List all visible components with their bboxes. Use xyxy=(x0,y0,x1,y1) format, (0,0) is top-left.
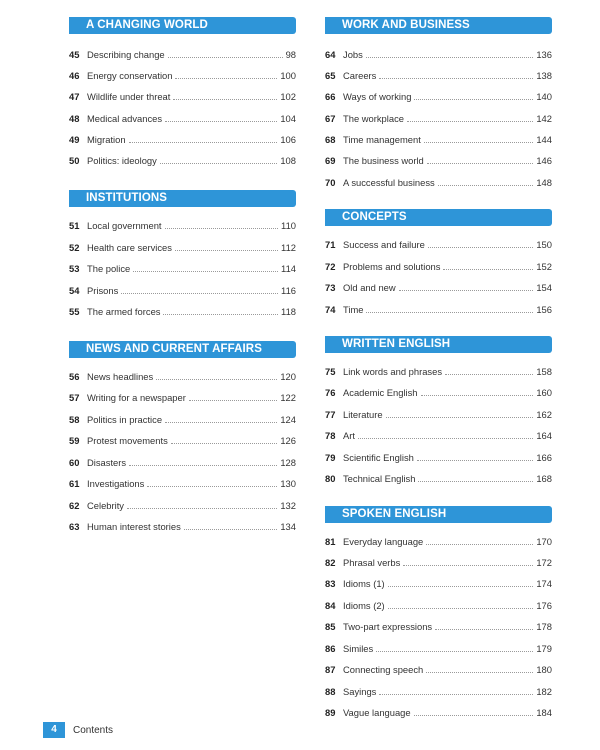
page-number: 164 xyxy=(536,430,552,441)
toc-entry[interactable] xyxy=(325,599,552,613)
unit-number: 72 xyxy=(325,261,336,272)
page-number: 182 xyxy=(536,686,552,697)
unit-number: 86 xyxy=(325,643,336,654)
dot-leader xyxy=(379,69,533,79)
unit-title: Protest movements xyxy=(87,435,168,446)
unit-title: The police xyxy=(87,263,131,274)
dot-leader xyxy=(168,48,283,58)
dot-leader xyxy=(428,238,534,248)
unit-number: 71 xyxy=(325,239,336,250)
section-header: CONCEPTS xyxy=(325,209,552,226)
unit-number: 51 xyxy=(69,220,80,231)
unit-title: Careers xyxy=(343,70,377,81)
dot-leader xyxy=(165,112,277,122)
unit-title: Celebrity xyxy=(87,500,124,511)
dot-leader xyxy=(407,112,533,122)
page-number: 138 xyxy=(536,70,552,81)
dot-leader xyxy=(163,305,278,315)
unit-number: 88 xyxy=(325,686,336,697)
toc-entry[interactable] xyxy=(69,520,296,534)
toc-entry[interactable] xyxy=(325,472,552,486)
unit-title: Vague language xyxy=(343,707,411,718)
unit-title: A successful business xyxy=(343,177,435,188)
dot-leader xyxy=(376,642,533,652)
dot-leader xyxy=(414,706,534,716)
unit-number: 65 xyxy=(325,70,336,81)
page-number: 114 xyxy=(281,263,296,274)
page-number: 134 xyxy=(280,521,296,532)
unit-number: 83 xyxy=(325,578,336,589)
unit-title: Technical English xyxy=(343,473,416,484)
page-number: 184 xyxy=(536,707,552,718)
unit-number: 45 xyxy=(69,49,80,60)
dot-leader xyxy=(366,48,534,58)
dot-leader xyxy=(175,241,278,251)
unit-title: Idioms (2) xyxy=(343,600,385,611)
unit-title: Phrasal verbs xyxy=(343,557,401,568)
toc-entry[interactable] xyxy=(325,238,552,252)
unit-title: Ways of working xyxy=(343,91,412,102)
toc-entry[interactable] xyxy=(325,429,552,443)
toc-entry[interactable] xyxy=(69,434,296,448)
dot-leader xyxy=(399,281,534,291)
toc-entry[interactable] xyxy=(325,176,552,190)
section-header: INSTITUTIONS xyxy=(69,190,296,207)
unit-title: Academic English xyxy=(343,387,418,398)
dot-leader xyxy=(165,413,277,423)
dot-leader xyxy=(189,391,278,401)
section-spoken-english xyxy=(325,506,552,523)
page-number: 118 xyxy=(281,306,296,317)
unit-number: 81 xyxy=(325,536,336,547)
page-number: 102 xyxy=(280,91,296,102)
toc-entry[interactable] xyxy=(69,219,296,233)
dot-leader xyxy=(358,429,533,439)
page-number: 168 xyxy=(536,473,552,484)
dot-leader xyxy=(366,303,533,313)
unit-title: The armed forces xyxy=(87,306,161,317)
page-number: 110 xyxy=(281,220,296,231)
unit-number: 85 xyxy=(325,621,336,632)
dot-leader xyxy=(388,599,534,609)
unit-title: Connecting speech xyxy=(343,664,424,675)
unit-number: 59 xyxy=(69,435,80,446)
unit-title: Time management xyxy=(343,134,421,145)
dot-leader xyxy=(127,499,277,509)
unit-title: Literature xyxy=(343,409,383,420)
unit-number: 77 xyxy=(325,409,336,420)
toc-entry[interactable] xyxy=(325,706,552,720)
unit-number: 58 xyxy=(69,414,80,425)
unit-number: 75 xyxy=(325,366,336,377)
page-number: 176 xyxy=(536,600,552,611)
page-number: 124 xyxy=(280,414,296,425)
dot-leader xyxy=(424,133,534,143)
page-number: 154 xyxy=(536,282,552,293)
unit-number: 64 xyxy=(325,49,336,60)
dot-leader xyxy=(379,685,533,695)
unit-title: Human interest stories xyxy=(87,521,181,532)
footer-page-number: 4 xyxy=(43,722,65,738)
dot-leader xyxy=(427,154,534,164)
toc-entry[interactable] xyxy=(69,48,296,62)
dot-leader xyxy=(171,434,278,444)
unit-title: Prisons xyxy=(87,285,119,296)
unit-number: 62 xyxy=(69,500,80,511)
toc-entry[interactable] xyxy=(69,241,296,255)
page-number: 136 xyxy=(536,49,552,60)
page-number: 116 xyxy=(281,285,296,296)
toc-entry[interactable] xyxy=(325,69,552,83)
unit-number: 50 xyxy=(69,155,80,166)
toc-entry[interactable] xyxy=(69,413,296,427)
dot-leader xyxy=(388,577,534,587)
section-header: SPOKEN ENGLISH xyxy=(325,506,552,523)
page-number: 172 xyxy=(536,557,552,568)
page-number: 112 xyxy=(281,242,296,253)
unit-title: Health care services xyxy=(87,242,172,253)
section-header: WORK AND BUSINESS xyxy=(325,17,552,34)
unit-title: Migration xyxy=(87,134,126,145)
unit-number: 46 xyxy=(69,70,80,81)
page-number: 146 xyxy=(536,155,552,166)
page-number: 100 xyxy=(280,70,296,81)
toc-entry[interactable] xyxy=(325,386,552,400)
toc-entry[interactable] xyxy=(325,112,552,126)
toc-entry[interactable] xyxy=(325,535,552,549)
unit-number: 68 xyxy=(325,134,336,145)
unit-title: Writing for a newspaper xyxy=(87,392,186,403)
toc-entry[interactable] xyxy=(325,365,552,379)
dot-leader xyxy=(438,176,534,186)
section-work-and-business xyxy=(325,17,552,34)
dot-leader xyxy=(121,284,278,294)
toc-entry[interactable] xyxy=(69,69,296,83)
unit-number: 84 xyxy=(325,600,336,611)
dot-leader xyxy=(133,262,278,272)
dot-leader xyxy=(421,386,534,396)
unit-number: 70 xyxy=(325,177,336,188)
unit-title: Everyday language xyxy=(343,536,424,547)
dot-leader xyxy=(443,260,533,270)
unit-number: 69 xyxy=(325,155,336,166)
page-number: 158 xyxy=(536,366,552,377)
section-header: A CHANGING WORLD xyxy=(69,17,296,34)
unit-title: Sayings xyxy=(343,686,377,697)
toc-entry[interactable] xyxy=(325,48,552,62)
section-a-changing-world xyxy=(69,17,296,34)
unit-number: 82 xyxy=(325,557,336,568)
dot-leader xyxy=(173,90,277,100)
unit-title: Jobs xyxy=(343,49,363,60)
unit-number: 60 xyxy=(69,457,80,468)
dot-leader xyxy=(147,477,277,487)
toc-entry[interactable] xyxy=(69,154,296,168)
page-number: 178 xyxy=(536,621,552,632)
section-institutions xyxy=(69,190,296,207)
unit-title: Success and failure xyxy=(343,239,425,250)
unit-title: Politics: ideology xyxy=(87,155,157,166)
page-number: 120 xyxy=(280,371,296,382)
unit-number: 79 xyxy=(325,452,336,463)
page-number: 174 xyxy=(536,578,552,589)
unit-number: 52 xyxy=(69,242,80,253)
unit-title: Similes xyxy=(343,643,374,654)
page-number: 160 xyxy=(536,387,552,398)
toc-entry[interactable] xyxy=(325,577,552,591)
toc-entry[interactable] xyxy=(325,620,552,634)
unit-title: Investigations xyxy=(87,478,145,489)
dot-leader xyxy=(445,365,533,375)
toc-entry[interactable] xyxy=(325,663,552,677)
unit-title: Idioms (1) xyxy=(343,578,385,589)
unit-title: Link words and phrases xyxy=(343,366,443,377)
unit-number: 49 xyxy=(69,134,80,145)
unit-number: 80 xyxy=(325,473,336,484)
section-header: NEWS AND CURRENT AFFAIRS xyxy=(69,341,296,358)
unit-number: 89 xyxy=(325,707,336,718)
page-number: 126 xyxy=(280,435,296,446)
dot-leader xyxy=(175,69,277,79)
page-number: 179 xyxy=(536,643,552,654)
toc-entry[interactable] xyxy=(69,90,296,104)
unit-number: 54 xyxy=(69,285,80,296)
dot-leader xyxy=(414,90,533,100)
unit-number: 61 xyxy=(69,478,80,489)
toc-entry[interactable] xyxy=(325,133,552,147)
page-number: 106 xyxy=(280,134,296,145)
toc-entry[interactable] xyxy=(325,642,552,656)
page-number: 162 xyxy=(536,409,552,420)
dot-leader xyxy=(129,456,277,466)
unit-number: 47 xyxy=(69,91,80,102)
unit-number: 48 xyxy=(69,113,80,124)
page-number: 148 xyxy=(536,177,552,188)
toc-entry[interactable] xyxy=(325,90,552,104)
unit-number: 63 xyxy=(69,521,80,532)
page-number: 128 xyxy=(280,457,296,468)
page-number: 142 xyxy=(536,113,552,124)
unit-title: The workplace xyxy=(343,113,404,124)
dot-leader xyxy=(418,472,533,482)
dot-leader xyxy=(184,520,278,530)
unit-number: 87 xyxy=(325,664,336,675)
unit-title: Time xyxy=(343,304,364,315)
toc-entry[interactable] xyxy=(69,370,296,384)
dot-leader xyxy=(403,556,533,566)
unit-number: 78 xyxy=(325,430,336,441)
unit-title: Old and new xyxy=(343,282,396,293)
dot-leader xyxy=(417,451,533,461)
unit-title: Medical advances xyxy=(87,113,163,124)
toc-entry[interactable] xyxy=(325,685,552,699)
toc-entry[interactable] xyxy=(69,305,296,319)
unit-number: 67 xyxy=(325,113,336,124)
unit-number: 56 xyxy=(69,371,80,382)
section-header: WRITTEN ENGLISH xyxy=(325,336,552,353)
toc-entry[interactable] xyxy=(69,133,296,147)
unit-number: 76 xyxy=(325,387,336,398)
unit-title: Politics in practice xyxy=(87,414,163,425)
unit-number: 73 xyxy=(325,282,336,293)
page-number: 150 xyxy=(536,239,552,250)
toc-entry[interactable] xyxy=(325,281,552,295)
toc-entry[interactable] xyxy=(69,391,296,405)
page-number: 140 xyxy=(536,91,552,102)
page-number: 156 xyxy=(536,304,552,315)
page-number: 122 xyxy=(280,392,296,403)
page-number: 98 xyxy=(285,49,296,60)
unit-title: Problems and solutions xyxy=(343,261,441,272)
unit-title: News headlines xyxy=(87,371,154,382)
toc-entry[interactable] xyxy=(69,284,296,298)
page-number: 144 xyxy=(536,134,552,145)
page-number: 166 xyxy=(536,452,552,463)
toc-entry[interactable] xyxy=(325,154,552,168)
unit-number: 66 xyxy=(325,91,336,102)
toc-entry[interactable] xyxy=(69,477,296,491)
page-footer xyxy=(43,722,113,738)
page-number: 130 xyxy=(280,478,296,489)
section-concepts xyxy=(325,209,552,226)
footer-label: Contents xyxy=(73,724,114,736)
page-number: 108 xyxy=(280,155,296,166)
dot-leader xyxy=(129,133,278,143)
unit-number: 74 xyxy=(325,304,336,315)
page-number: 152 xyxy=(536,261,552,272)
dot-leader xyxy=(435,620,533,630)
dot-leader xyxy=(386,408,534,418)
section-news-and-current-affairs xyxy=(69,341,296,358)
toc-entry[interactable] xyxy=(325,556,552,570)
toc-entry[interactable] xyxy=(69,456,296,470)
unit-title: Energy conservation xyxy=(87,70,173,81)
page-number: 180 xyxy=(536,664,552,675)
unit-number: 55 xyxy=(69,306,80,317)
unit-title: Scientific English xyxy=(343,452,414,463)
dot-leader xyxy=(426,663,533,673)
dot-leader xyxy=(165,219,279,229)
unit-title: Disasters xyxy=(87,457,127,468)
unit-title: The business world xyxy=(343,155,424,166)
unit-title: Two-part expressions xyxy=(343,621,433,632)
page-number: 104 xyxy=(280,113,296,124)
toc-entry[interactable] xyxy=(69,262,296,276)
unit-number: 53 xyxy=(69,263,80,274)
dot-leader xyxy=(426,535,533,545)
toc-entry[interactable] xyxy=(325,260,552,274)
section-written-english xyxy=(325,336,552,353)
unit-title: Wildlife under threat xyxy=(87,91,171,102)
toc-entry[interactable] xyxy=(69,112,296,126)
toc-entry[interactable] xyxy=(325,408,552,422)
toc-entry[interactable] xyxy=(325,303,552,317)
dot-leader xyxy=(160,154,278,164)
unit-number: 57 xyxy=(69,392,80,403)
unit-title: Art xyxy=(343,430,355,441)
toc-entry[interactable] xyxy=(325,451,552,465)
toc-entry[interactable] xyxy=(69,499,296,513)
page-number: 132 xyxy=(280,500,296,511)
page-number: 170 xyxy=(536,536,552,547)
unit-title: Describing change xyxy=(87,49,165,60)
unit-title: Local government xyxy=(87,220,162,231)
dot-leader xyxy=(156,370,277,380)
